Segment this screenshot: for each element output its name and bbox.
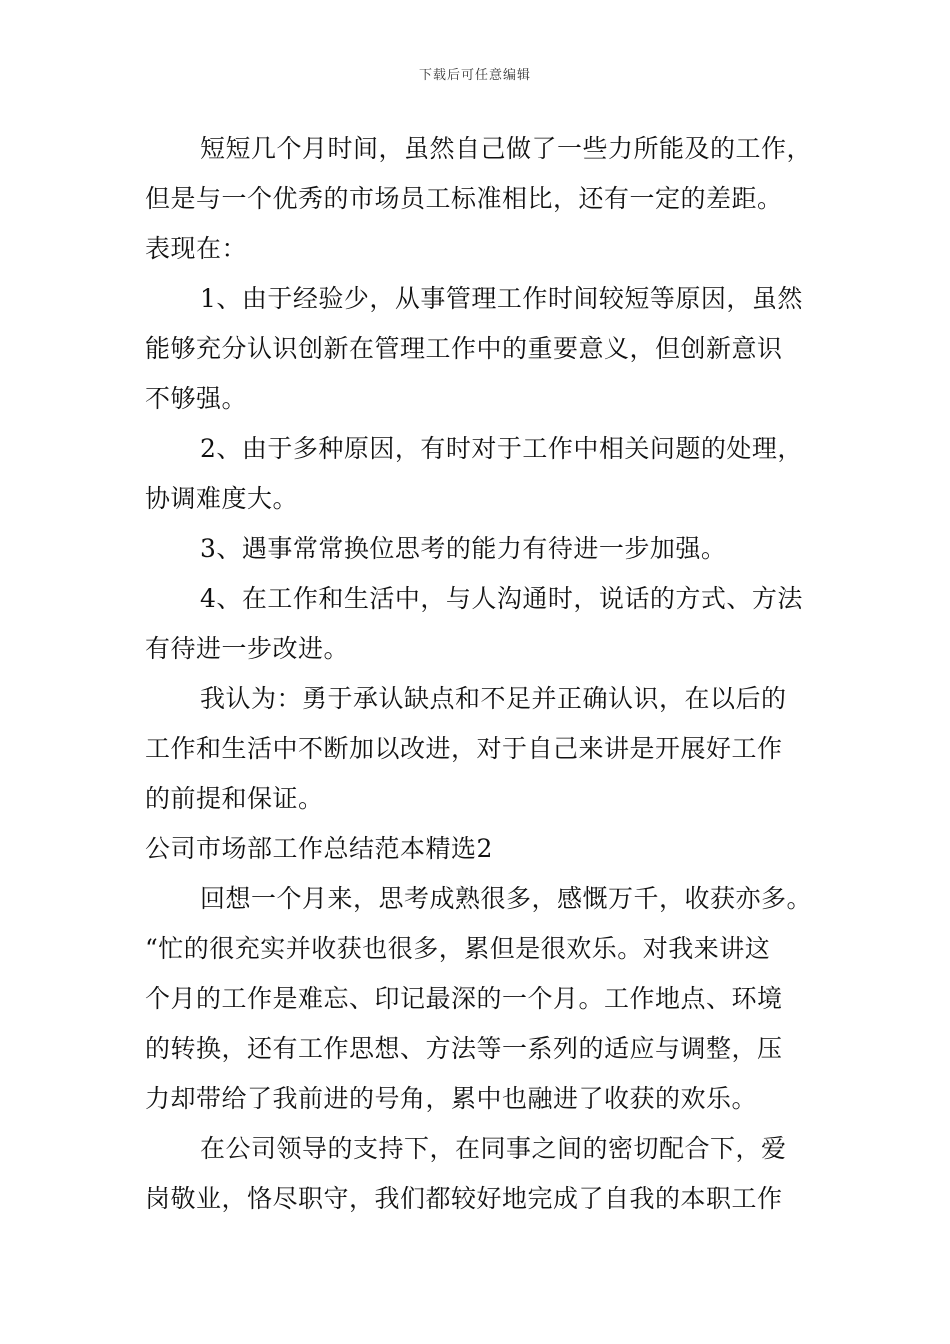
text-line: 力却带给了我前进的号角，累中也融进了收获的欢乐。 bbox=[145, 1084, 758, 1113]
text-line: 回想一个月来，思考成熟很多，感慨万千，收获亦多。 bbox=[200, 884, 813, 913]
page-header: 下载后可任意编辑 bbox=[418, 68, 531, 83]
text-line: 1、由于经验少，从事管理工作时间较短等原因，虽然 bbox=[200, 284, 803, 313]
text-line: 不够强。 bbox=[145, 384, 248, 413]
text-line: 岗敬业，恪尽职守，我们都较好地完成了自我的本职工作 bbox=[145, 1184, 783, 1213]
section-heading: 公司市场部工作总结范本精选2 bbox=[145, 834, 493, 863]
text-line: 2、由于多种原因，有时对于工作中相关问题的处理， bbox=[200, 434, 803, 463]
text-line: 表现在： bbox=[145, 234, 248, 263]
text-line: 的转换，还有工作思想、方法等一系列的适应与调整，压 bbox=[145, 1034, 783, 1063]
text-line: 3、遇事常常换位思考的能力有待进一步加强。 bbox=[200, 534, 727, 563]
text-line: 4、在工作和生活中，与人沟通时，说话的方式、方法 bbox=[200, 584, 803, 613]
text-line: 但是与一个优秀的市场员工标准相比，还有一定的差距。 bbox=[145, 184, 783, 213]
text-line: 协调难度大。 bbox=[145, 484, 299, 513]
text-line: 的前提和保证。 bbox=[145, 784, 324, 813]
text-line: “忙的很充实并收获也很多，累但是很欢乐。对我来讲这 bbox=[145, 934, 771, 963]
text-line: 个月的工作是难忘、印记最深的一个月。工作地点、环境 bbox=[145, 984, 783, 1013]
text-line: 我认为：勇于承认缺点和不足并正确认识，在以后的 bbox=[200, 684, 787, 713]
text-line: 能够充分认识创新在管理工作中的重要意义，但创新意识 bbox=[145, 334, 783, 363]
text-line: 工作和生活中不断加以改进，对于自己来讲是开展好工作 bbox=[145, 734, 783, 763]
text-line: 短短几个月时间，虽然自己做了一些力所能及的工作， bbox=[200, 134, 813, 163]
document-body bbox=[145, 124, 825, 1224]
text-line: 有待进一步改进。 bbox=[145, 634, 350, 663]
text-line: 在公司领导的支持下，在同事之间的密切配合下，爱 bbox=[200, 1134, 787, 1163]
